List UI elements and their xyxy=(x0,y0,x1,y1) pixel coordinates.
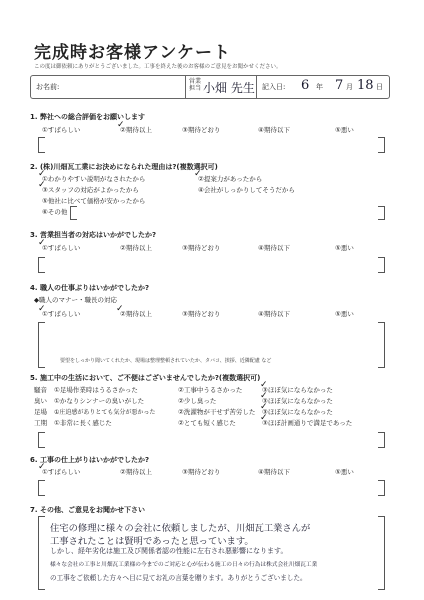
comment-bracket-right xyxy=(378,206,385,220)
q5-option[interactable]: ②洗濯物が干せず苦労した xyxy=(178,408,256,416)
q1-option[interactable]: ①すばらしい xyxy=(42,126,81,134)
q5-option[interactable]: ①非常に長く感じた xyxy=(54,419,112,427)
comment-bracket-left xyxy=(38,322,45,368)
check-mark-icon: ✓ xyxy=(117,120,125,130)
q6-option[interactable]: ②期待以上 xyxy=(120,468,152,476)
comment-bracket-right xyxy=(378,480,385,496)
q6-question: 6. 工事の仕上がりはいかがでしたか? xyxy=(30,456,150,464)
q4-question: 4. 職人の仕事ぶりはいかがでしたか? xyxy=(30,284,150,292)
q3-question: 3. 営業担当者の対応はいかがでしたか? xyxy=(30,231,157,239)
q5-option[interactable]: ③ほぼ気にならなかった xyxy=(262,397,333,405)
q6-option[interactable]: ①すばらしい xyxy=(42,468,81,476)
rep-label: 営業 担当 xyxy=(189,78,202,92)
q4-option[interactable]: ④期待以下 xyxy=(258,310,290,318)
q7-question: 7. その他、ご意見をお聞かせ下さい xyxy=(30,506,145,514)
q2-option[interactable]: ⑤他社に比べて価格が安かったから xyxy=(42,197,146,205)
date-day: 18 xyxy=(357,78,374,93)
check-mark-icon: ✓ xyxy=(38,304,46,314)
q5-option[interactable]: ②工事中うるさかった xyxy=(178,386,243,394)
q5-row-label: 騒音 xyxy=(34,386,47,394)
q2-option[interactable]: ①わかりやすい説明がなされたから xyxy=(42,175,146,183)
q4-subheading: ◆職人のマナー・職長の対応 xyxy=(34,296,117,304)
q3-option[interactable]: ③期待どおり xyxy=(182,244,221,252)
comment-bracket-left xyxy=(38,432,45,448)
q5-option[interactable]: ③ほぼ計画通りで満足であった xyxy=(262,419,353,427)
date-month-unit: 月 xyxy=(346,83,353,91)
check-mark-icon: ✓ xyxy=(38,169,46,179)
comment-line: の工事をご依頼した方々へ目に見てお礼の言葉を贈ります。ありがとうございました。 xyxy=(50,574,307,582)
q2-option[interactable]: ④会社がしっかりしてそうだから xyxy=(198,186,295,194)
comment-bracket-left xyxy=(38,480,45,496)
q5-option[interactable]: ①足場作業時はうるさかった xyxy=(54,386,138,394)
q5-row-label: 足場 xyxy=(34,408,47,416)
q2-option[interactable]: ③スタッフの対応がよかったから xyxy=(42,186,139,194)
q2-option[interactable]: ②提案力があったから xyxy=(198,175,263,183)
comment-bracket-left xyxy=(38,137,45,153)
name-label: お名前: xyxy=(36,83,60,91)
check-mark-icon: ✓ xyxy=(260,402,268,412)
q3-option[interactable]: ①すばらしい xyxy=(42,244,81,252)
comment-bracket-right xyxy=(378,322,385,368)
comment-bracket-left xyxy=(70,206,77,220)
q1-option[interactable]: ⑤悪い xyxy=(335,126,354,134)
page-subtitle: この度は御依頼にありがとうございました。工事を終えた後のお客様のご意見をお聞かせください。 xyxy=(34,64,282,70)
check-mark-icon: ✓ xyxy=(38,462,46,472)
check-mark-icon: ✓ xyxy=(260,413,268,423)
q6-option[interactable]: ③期待どおり xyxy=(182,468,221,476)
q3-option[interactable]: ②期待以上 xyxy=(120,244,152,252)
q5-question: 5. 施工中の生活において、ご不便はございませんでしたか?(複数選択可) xyxy=(30,374,261,382)
check-mark-icon: ✓ xyxy=(38,180,46,190)
q4-option[interactable]: ③期待どおり xyxy=(182,310,221,318)
page-title: 完成時お客様アンケート xyxy=(34,43,231,63)
divider xyxy=(185,76,186,98)
q5-option[interactable]: ②少し臭った xyxy=(178,397,217,405)
date-day-unit: 日 xyxy=(376,83,383,91)
q6-option[interactable]: ④期待以下 xyxy=(258,468,290,476)
divider xyxy=(256,76,257,98)
check-mark-icon: ✓ xyxy=(116,304,124,314)
comment-line: 住宅の修理に様々の会社に依頼しましたが、川畑瓦工業さんが xyxy=(50,523,311,534)
date-year: 6 xyxy=(301,78,310,93)
q6-option[interactable]: ⑤悪い xyxy=(335,468,354,476)
q1-option[interactable]: ②期待以上 xyxy=(120,126,152,134)
q5-option[interactable]: ①庄迫感がありとても気分が悪かった xyxy=(54,409,156,416)
q4-option[interactable]: ⑤悪い xyxy=(335,310,354,318)
comment-line: 工事されたことは賢明であったと思っています。 xyxy=(50,536,254,547)
comment-line: 様々な会社の工事と川畑瓦工業様の今までのご対応と心が伝わる施工の日々の行為は株式会社川畑瓦工業 xyxy=(50,562,318,568)
q1-question: 1. 弊社への総合評価をお願いします xyxy=(30,113,145,121)
rep-name: 小畑 先生 xyxy=(203,81,255,95)
date-year-unit: 年 xyxy=(316,83,323,91)
q1-option[interactable]: ③期待どおり xyxy=(182,126,221,134)
q5-row-label: 臭い xyxy=(34,397,47,405)
q1-option[interactable]: ④期待以下 xyxy=(258,126,290,134)
comment-bracket-right xyxy=(378,137,385,153)
q2-option[interactable]: ⑥その他 xyxy=(42,208,68,216)
date-label: 記入日: xyxy=(262,83,286,91)
q5-option[interactable]: ②とても短く感じた xyxy=(178,419,236,427)
q5-option[interactable]: ①かなりシンナーの臭いがした xyxy=(54,397,145,405)
check-mark-icon: ✓ xyxy=(260,391,268,401)
check-mark-icon: ✓ xyxy=(194,169,202,179)
check-mark-icon: ✓ xyxy=(38,238,46,248)
comment-bracket-left xyxy=(38,257,45,273)
comment-bracket-right xyxy=(378,257,385,273)
q2-question: 2. (株)川畑瓦工業にお決めになられた理由は?(複数選択可) xyxy=(30,163,218,171)
q5-row-label: 工期 xyxy=(34,419,47,427)
date-month: 7 xyxy=(335,78,344,93)
check-mark-icon: ✓ xyxy=(260,380,268,390)
q4-option[interactable]: ①すばらしい xyxy=(42,310,81,318)
q4-option[interactable]: ②期待以上 xyxy=(120,310,152,318)
q3-option[interactable]: ④期待以下 xyxy=(258,244,290,252)
q5-option[interactable]: ③ほぼ気にならなかった xyxy=(262,408,333,416)
q3-option[interactable]: ⑤悪い xyxy=(335,244,354,252)
q5-option[interactable]: ③ほぼ気にならなかった xyxy=(262,386,333,394)
q4-note: 要望をしっかり聞いてくれたか、現場は整理整頓されていたか、タバコ、挨拶、近隣配慮 など xyxy=(60,358,272,364)
comment-bracket-left xyxy=(38,516,45,590)
comment-line: しかし、経年劣化は施工及び関係者認の性能に左右され悪影響になります。 xyxy=(50,547,288,555)
comment-bracket-right xyxy=(378,432,385,448)
comment-bracket-right xyxy=(378,516,385,590)
